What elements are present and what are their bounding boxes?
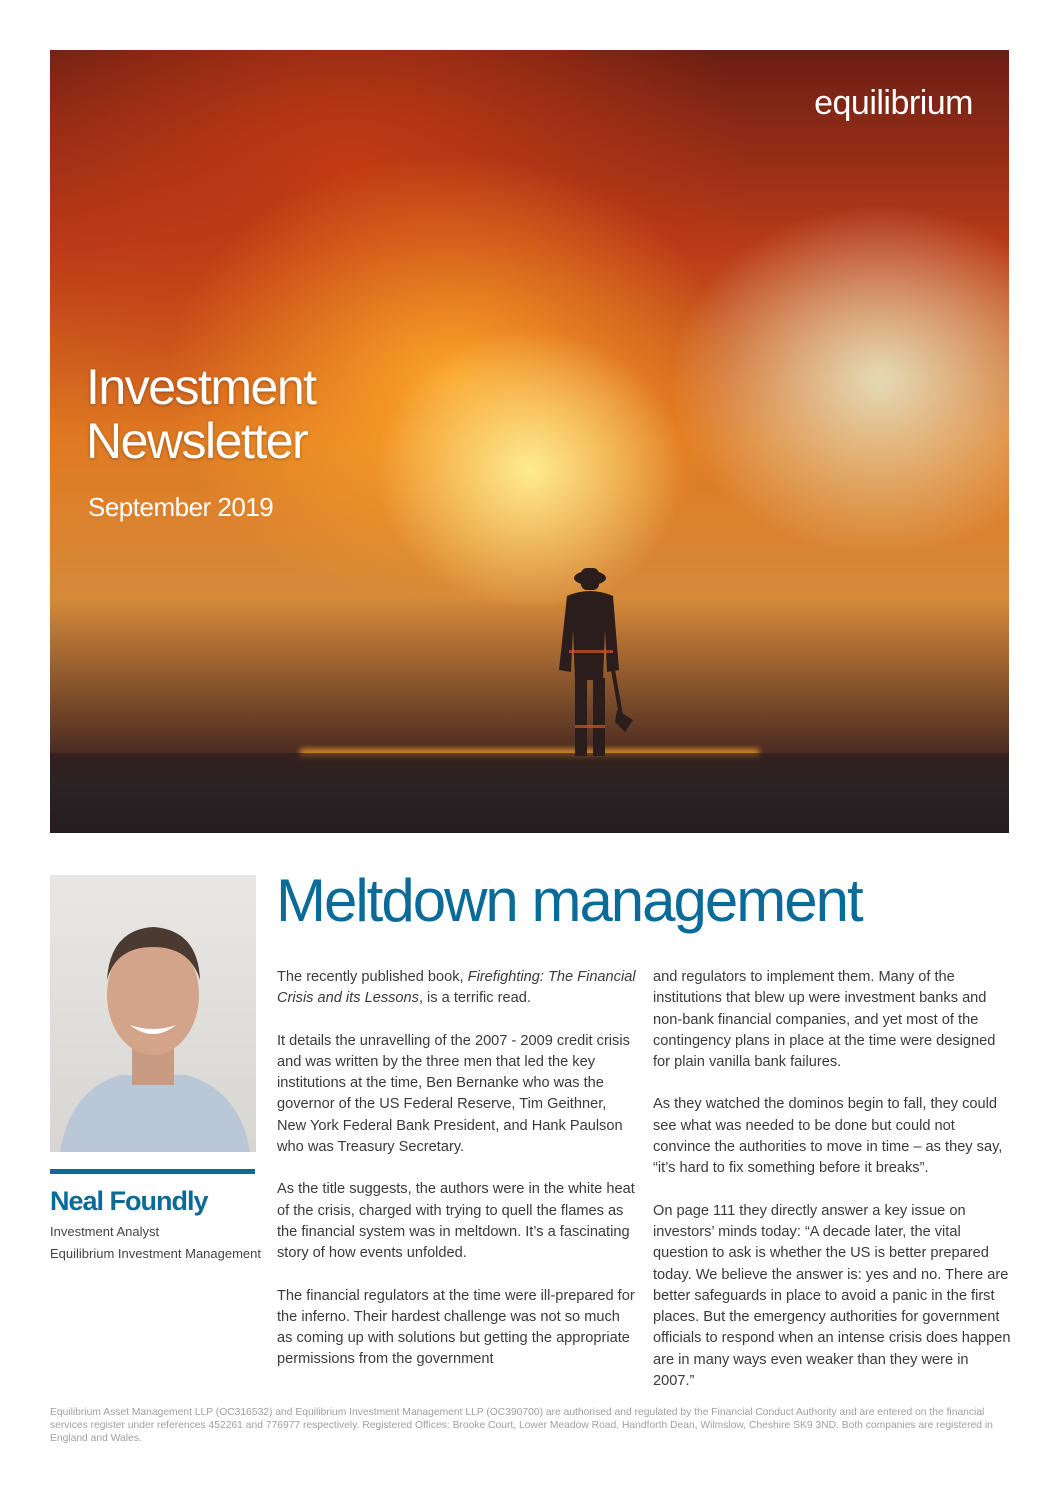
title-line-2: Newsletter — [86, 413, 308, 469]
p1-text-end: , is a terrific read. — [418, 990, 531, 1007]
legal-footer: Equilibrium Asset Management LLP (OC316532) and Equilibrium Investment Management LLP (OC390700) are authorised and regulated by the Financial Conduct Authority and are entered on the financial services register under references 452261 and 776977 respectively. Registered Offices: Brooke Court, Lower Meadow Road, Handforth Dean, Wilmslow, Cheshire SK9 3ND. Both companies are registered in England and Wales. — [50, 1407, 993, 1444]
newsletter-title — [86, 360, 316, 468]
article-column-2 — [653, 967, 1013, 1413]
paragraph-4: The financial regulators at the time were ill-prepared for the inferno. Their hardest challenge was not so much as coming up with solutions but getting the appropriate permissions from the government — [277, 1287, 635, 1368]
author-role: Investment Analyst — [50, 1224, 160, 1239]
title-line-1: Investment — [86, 359, 316, 415]
author-divider — [50, 1169, 255, 1174]
paragraph-3: As the title suggests, the authors were in the white heat of the crisis, charged with trying to quell the flames as the financial system was in meltdown. It’s a fascinating story of how events unfolded. — [277, 1181, 635, 1262]
article-column-1 — [277, 967, 637, 1392]
book-title: Firefighting: The Financial Crisis and its Lessons — [277, 969, 636, 1007]
paragraph-1 — [277, 967, 637, 1010]
author-organisation: Equilibrium Investment Management — [50, 1246, 261, 1261]
paragraph-4-continued: and regulators to implement them. Many of the institutions that blew up were investment banks and non-bank financial companies, and yet most of the contingency plans in place at the time were designed for plain vanilla bank failures. — [653, 969, 996, 1071]
paragraph-6: On page 111 they directly answer a key issue on investors’ minds today: “A decade later, the vital question to ask is whether the US is better prepared today. We believe the answer is: yes and no. There are better safeguards in place to avoid a panic in the first places. But the emergency authorities for government officials to respond when an intense crisis does happen are in many ways even weaker than they were in 2007.” — [653, 1202, 1011, 1390]
paragraph-2: It details the unravelling of the 2007 - 2009 credit crisis and was written by the three men that led the key institutions at the time, Ben Bernanke who was the governor of the US Federal Reserve, Tim Geithner, New York Federal Bank President, and Hank Paulson who was Treasury Secretary. — [277, 1032, 630, 1156]
cover-image — [50, 50, 1009, 833]
paragraph-5: As they watched the dominos begin to fall, they could see what was needed to be done but could not convince the authorities to move in time – as they say, “it’s hard to fix something before it breaks”. — [653, 1096, 1003, 1177]
p1-text: The recently published book, — [277, 969, 468, 985]
author-name: Neal Foundly — [50, 1186, 208, 1216]
newsletter-date: September 2019 — [88, 492, 274, 522]
ground-silhouette — [50, 753, 1009, 833]
article-title: Meltdown management — [276, 867, 862, 934]
equilibrium-logo: equilibrium — [814, 84, 973, 122]
firefighter-silhouette — [545, 560, 635, 760]
author-photo — [50, 875, 256, 1152]
